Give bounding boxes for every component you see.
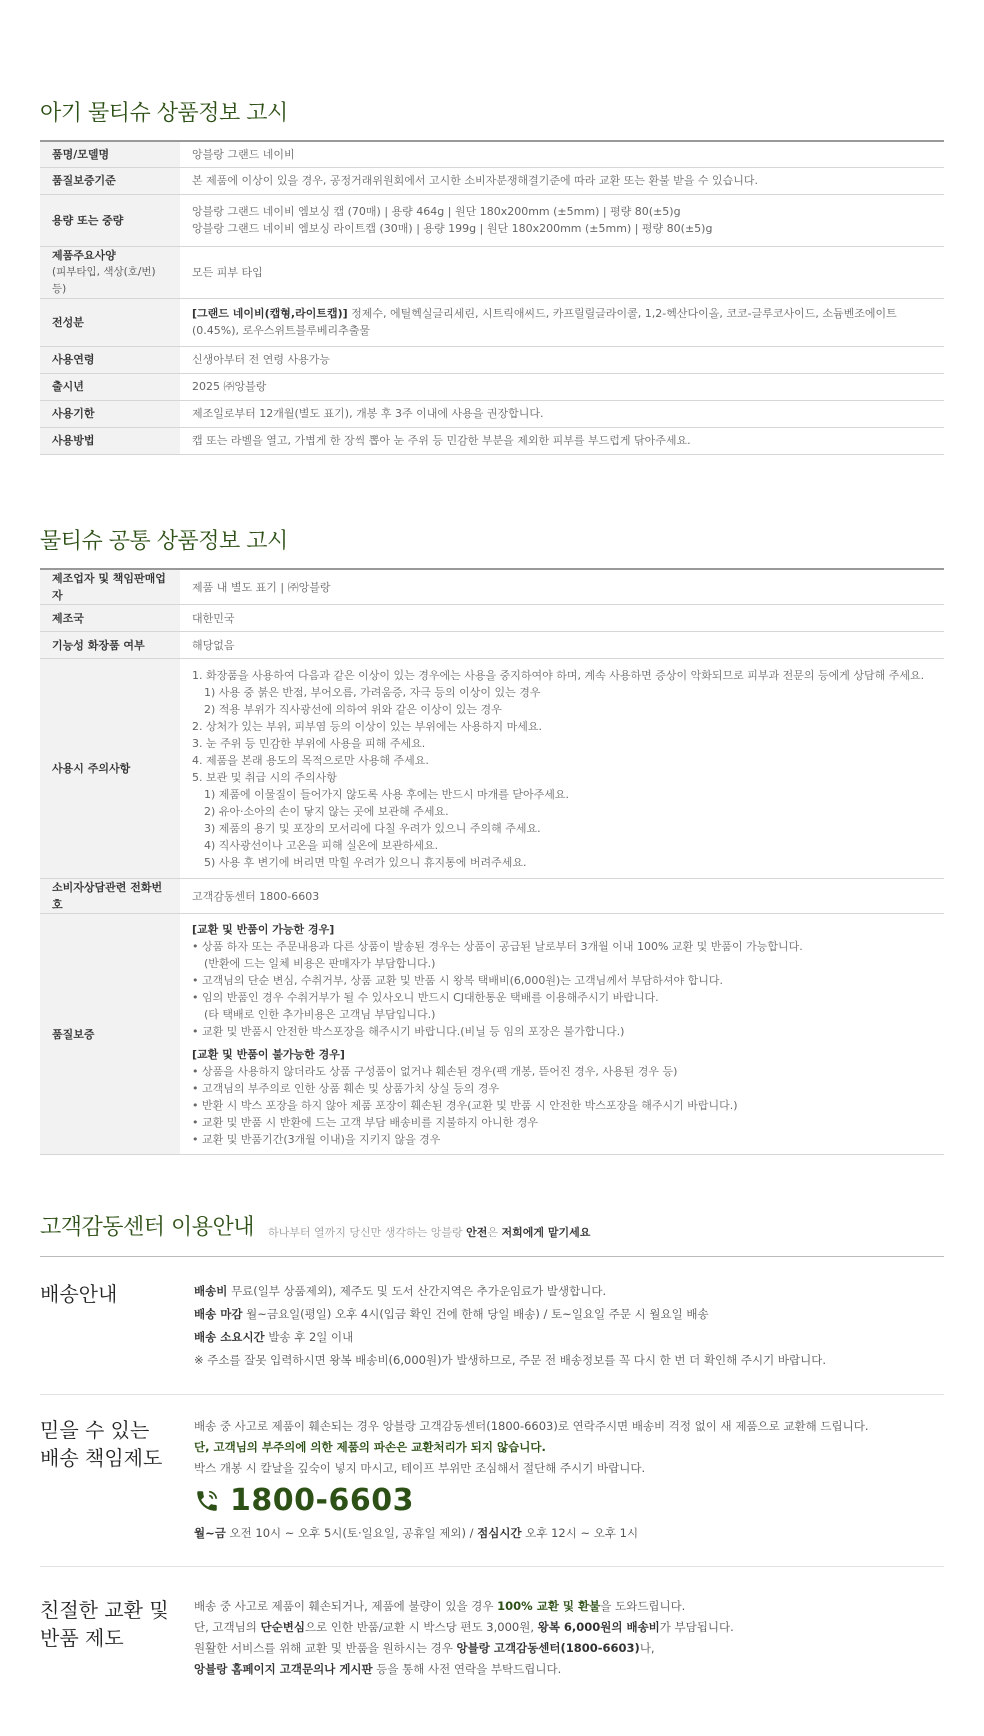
caution-line: 3. 눈 주위 등 민감한 부위에 사용을 피해 주세요.: [192, 736, 426, 750]
caution-line: 2. 상처가 있는 부위, 피부염 등의 이상이 있는 부위에는 사용하지 마세요.: [192, 719, 542, 733]
row-value: 앙블랑 그랜드 네이비: [180, 141, 944, 167]
warranty-line: • 상품 하자 또는 주문내용과 다른 상품이 발송된 경우는 상품이 공급된 날로부터 3개월 이내 100% 교환 및 반품이 가능합니다.: [192, 939, 803, 953]
label-line: 반품 제도: [40, 1626, 124, 1650]
customer-center-header: [40, 1210, 944, 1257]
exch-text: 나,: [639, 1641, 655, 1655]
exch-text: 원활한 서비스를 위해 교환 및 반품을 원하시는 경우: [194, 1641, 457, 1655]
ship-key: 배송 소요시간: [194, 1330, 265, 1344]
label-line: 배송 책임제도: [40, 1446, 163, 1470]
row-value: 제품 내 별도 표기 | ㈜앙블랑: [180, 569, 944, 605]
ship-value: 발송 후 2일 이내: [264, 1330, 354, 1344]
exch-text: 등을 통해 사전 연락을 부탁드립니다.: [372, 1662, 562, 1676]
responsibility-text: [194, 1416, 934, 1544]
row-value: 모든 피부 타입: [180, 246, 944, 298]
value-line: 앙블랑 그랜드 네이비 엠보싱 캡 (70매) | 용량 464g | 원단 180x200mm (±5mm) | 평량 80(±5)g: [192, 205, 681, 218]
row-key: 기능성 화장품 여부: [40, 632, 180, 659]
section-title: 고객감동센터 이용안내: [40, 1215, 255, 1240]
row-value: 고객감동센터 1800-6603: [180, 879, 944, 914]
warranty-heading: [교환 및 반품이 불가능한 경우]: [192, 1047, 345, 1061]
ingredients-text: 정제수, 에틸헥실글리세린, 시트릭애씨드, 카프릴릴글라이콜, 1,2-헥산다이올, 코코-글루코사이드, 소듐벤조에이트(0.45%), 로우스위트블루베리추출물: [192, 307, 897, 337]
responsibility-label: [40, 1416, 162, 1472]
ship-key: 배송비: [194, 1284, 228, 1298]
warranty-line: • 교환 및 반품기간(3개월 이내)을 지키지 않을 경우: [192, 1132, 441, 1146]
caution-line: 1. 화장품을 사용하여 다음과 같은 이상이 있는 경우에는 사용을 중지하여야 하며, 계속 사용하면 증상이 악화되므로 피부과 전문의 등에게 상담해 주세요.: [192, 668, 925, 682]
caution-line: 3) 제품의 용기 및 포장의 모서리에 다칠 우려가 있으니 주의해 주세요.: [204, 821, 541, 835]
exchange-label: [40, 1596, 169, 1652]
row-value: 제조일로부터 12개월(별도 표기), 개봉 후 3주 이내에 사용을 권장합니다.: [180, 400, 944, 427]
shipping-label: 배송안내: [40, 1282, 118, 1306]
exch-bold: 앙블랑 홈페이지 고객문의나 게시판: [194, 1662, 373, 1676]
exch-text: 을 도와드립니다.: [600, 1599, 686, 1613]
caution-line: 1) 제품에 이물질이 들어가지 않도록 사용 후에는 반드시 마개를 닫아주세요.: [204, 787, 570, 801]
exchange-text: [194, 1596, 934, 1680]
tagline-bold: 저희에게 맡기세요: [501, 1226, 591, 1239]
warranty-line: (반환에 드는 일체 비용은 판매자가 부담합니다.): [204, 956, 436, 970]
row-key: 품질보증기준: [40, 167, 180, 194]
row-value: 대한민국: [180, 605, 944, 632]
common-info-table: [40, 568, 944, 1155]
exch-text: 배송 중 사고로 제품이 훼손되거나, 제품에 불량이 있을 경우: [194, 1599, 498, 1613]
row-value: [180, 194, 944, 246]
row-key: 품질보증: [40, 914, 180, 1155]
row-value: 해당없음: [180, 632, 944, 659]
row-key: 용량 또는 중량: [40, 194, 180, 246]
phone-text: 1800-6603: [230, 1483, 414, 1518]
row-key: 제조업자 및 책임판매업자: [40, 569, 180, 605]
tagline-bold: 안전: [466, 1226, 488, 1239]
phone-number[interactable]: [194, 1479, 934, 1523]
exch-bold: 앙블랑 고객감동센터(1800-6603): [456, 1641, 640, 1655]
hours-value: 오후 12시 ~ 오후 1시: [521, 1526, 639, 1540]
label-line: 친절한 교환 및: [40, 1598, 169, 1622]
phone-icon: [194, 1488, 220, 1514]
key-text: 제품주요사양: [52, 248, 116, 262]
shipping-text: [194, 1280, 934, 1372]
caution-line: 5. 보관 및 취급 시의 주의사항: [192, 770, 337, 784]
section-title: 물티슈 공통 상품정보 고시: [40, 529, 288, 554]
warranty-line: • 임의 반품인 경우 수취거부가 될 수 있사오니 반드시 CJ대한통운 택배를 이용해주시기 바랍니다.: [192, 990, 659, 1004]
caution-line: 2) 적용 부위가 직사광선에 의하여 위와 같은 이상이 있는 경우: [204, 702, 502, 716]
tagline-text: 하나부터 열까지 당신만 생각하는 앙블랑: [268, 1226, 467, 1239]
caution-line: 2) 유아·소아의 손이 닿지 않는 곳에 보관해 주세요.: [204, 804, 449, 818]
exch-bold: 왕복 6,000원의 배송비: [537, 1620, 660, 1634]
warranty-line: • 고객님의 부주의로 인한 상품 훼손 및 상품가치 상실 등의 경우: [192, 1081, 500, 1095]
row-key: 사용기한: [40, 400, 180, 427]
caution-line: 4) 직사광선이나 고온을 피해 실온에 보관하세요.: [204, 838, 439, 852]
exch-text: 단, 고객님의: [194, 1620, 261, 1634]
exch-bold: 단순변심: [260, 1620, 305, 1634]
product-info-table: [40, 140, 944, 455]
row-key: 출시년: [40, 373, 180, 400]
caution-line: 5) 사용 후 변기에 버리면 막힐 우려가 있으니 휴지통에 버려주세요.: [204, 855, 527, 869]
warranty-line: (타 택배로 인한 추가비용은 고객님 부담입니다.): [204, 1007, 436, 1021]
ship-note: ※ 주소를 잘못 입력하시면 왕복 배송비(6,000원)가 발생하므로, 주문 전 배송정보를 꼭 다시 한 번 더 확인해 주시기 바랍니다.: [194, 1353, 826, 1367]
ship-value: 무료(일부 상품제외), 제주도 및 도서 산간지역은 추가운임료가 발생합니다.: [227, 1284, 607, 1298]
resp-warning: 단, 고객님의 부주의에 의한 제품의 파손은 교환처리가 되지 않습니다.: [194, 1440, 546, 1454]
row-key: 품명/모델명: [40, 141, 180, 167]
exchange-return-block: [40, 1596, 944, 1706]
value-line: 앙블랑 그랜드 네이비 엠보싱 라이트캡 (30매) | 용량 199g | 원단 180x200mm (±5mm) | 평량 80(±5)g: [192, 222, 713, 235]
warranty-list: [180, 914, 944, 1155]
row-value: 본 제품에 이상이 있을 경우, 공정거래위원회에서 고시한 소비자분쟁해결기준에 따라 교환 또는 환불 받을 수 있습니다.: [180, 167, 944, 194]
ship-value: 월~금요일(평일) 오후 4시(입금 확인 건에 한해 당일 배송) / 토~일요일 주문 시 월요일 배송: [242, 1307, 709, 1321]
row-key: 제조국: [40, 605, 180, 632]
ship-key: 배송 마감: [194, 1307, 243, 1321]
row-key: 사용시 주의사항: [40, 659, 180, 879]
shipping-info-block: [40, 1280, 944, 1395]
row-key: 사용방법: [40, 427, 180, 454]
exch-text: 으로 인한 반품/교환 시 박스당 편도 3,000원,: [304, 1620, 538, 1634]
ingredients-title: [그랜드 네이비(캡형,라이트캡)]: [192, 307, 348, 320]
row-value: [180, 298, 944, 346]
row-value: 캡 또는 라벨을 열고, 가볍게 한 장씩 뽑아 눈 주위 등 민감한 부분을 제외한 피부를 부드럽게 닦아주세요.: [180, 427, 944, 454]
key-subtext: (피부타입, 색상(호/번) 등): [52, 265, 156, 295]
caution-line: 1) 사용 중 붉은 반점, 부어오름, 가려움증, 자극 등의 이상이 있는 경우: [204, 685, 541, 699]
delivery-responsibility-block: [40, 1416, 944, 1567]
warranty-line: • 교환 및 반품 시 반환에 드는 고객 부담 배송비를 지불하지 아니한 경우: [192, 1115, 538, 1129]
hours-key: 점심시간: [477, 1526, 522, 1540]
row-value: 신생아부터 전 연령 사용가능: [180, 346, 944, 373]
caution-list: [180, 659, 944, 879]
row-value: 2025 ㈜앙블랑: [180, 373, 944, 400]
row-key: 사용연령: [40, 346, 180, 373]
resp-line: 배송 중 사고로 제품이 훼손되는 경우 앙블랑 고객감동센터(1800-6603)로 연락주시면 배송비 걱정 없이 새 제품으로 교환해 드립니다.: [194, 1419, 869, 1433]
warranty-line: • 교환 및 반품시 안전한 박스포장을 해주시기 바랍니다.(비닐 등 임의 포장은 불가합니다.): [192, 1024, 625, 1038]
section-title: 아기 물티슈 상품정보 고시: [40, 101, 288, 126]
caution-line: 4. 제품을 본래 용도의 목적으로만 사용해 주세요.: [192, 753, 429, 767]
warranty-line: • 상품을 사용하지 않더라도 상품 구성품이 없거나 훼손된 경우(팩 개봉, 뜯어진 경우, 사용된 경우 등): [192, 1064, 678, 1078]
hours-key: 월~금: [194, 1526, 226, 1540]
row-key: 전성분: [40, 298, 180, 346]
exch-highlight: 100% 교환 및 환불: [497, 1599, 601, 1613]
row-key: 소비자상담관련 전화번호: [40, 879, 180, 914]
tagline: [268, 1224, 590, 1240]
label-line: 믿을 수 있는: [40, 1418, 150, 1442]
exch-text: 가 부담됩니다.: [659, 1620, 734, 1634]
tagline-text: 은: [487, 1226, 502, 1239]
warranty-line: • 반환 시 박스 포장을 하지 않아 제품 포장이 훼손된 경우(교환 및 반품 시 안전한 박스포장을 해주시기 바랍니다.): [192, 1098, 738, 1112]
resp-line: 박스 개봉 시 칼날을 깊숙이 넣지 마시고, 테이프 부위만 조심해서 절단해 주시기 바랍니다.: [194, 1461, 646, 1475]
warranty-heading: [교환 및 반품이 가능한 경우]: [192, 922, 335, 936]
hours-value: 오전 10시 ~ 오후 5시(토·일요일, 공휴일 제외) /: [225, 1526, 478, 1540]
warranty-line: • 고객님의 단순 변심, 수취거부, 상품 교환 및 반품 시 왕복 택배비(6,000원)는 고객님께서 부담하셔야 합니다.: [192, 973, 724, 987]
row-key: [40, 246, 180, 298]
